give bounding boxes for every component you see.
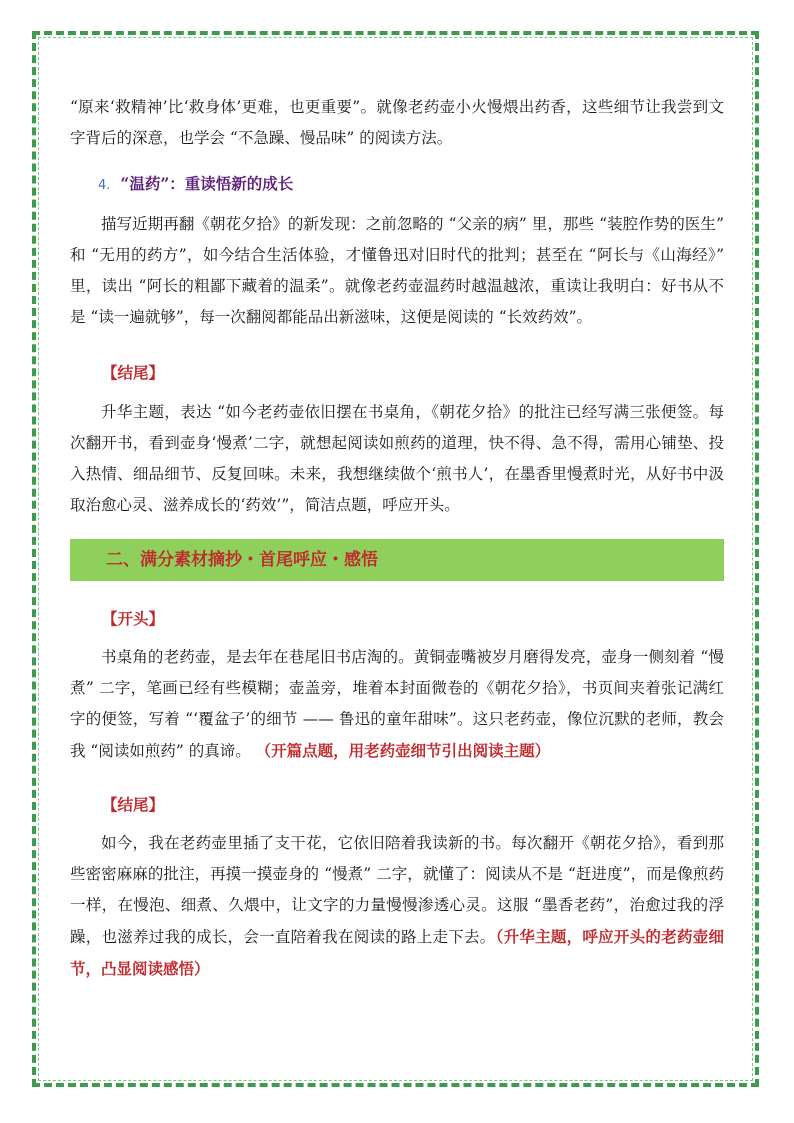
ending-excerpt-text: 如今，我在老药壶里插了支干花，它依旧陪着我读新的书。每次翻开《朝花夕拾》，看到那些密密麻麻的批注，再摸一摸壶身的 “慢煮” 二字，就懂了：阅读从不是 “赶进度”，而是像煎药一样，在慢泡、细煮、久煨中，让文字的力量慢慢渗透心灵。这服 “墨香老药”，治愈过我的浮躁，也滋养过我的成长，会一直陪着我在阅读的路上走下去。 bbox=[70, 834, 724, 946]
opening-excerpt-note: （开篇点题，用老药壶细节引出阅读主题） bbox=[255, 741, 551, 760]
section4-tail-paragraph: “原来‘救精神’比‘救身体’更难，也更重要”。就像老药壶小火慢煨出药香，这些细节让我尝到文字背后的深意，也学会 “不急躁、慢品味” 的阅读方法。 bbox=[70, 98, 724, 147]
ending-outline-tag: 【结尾】 bbox=[102, 363, 165, 382]
section-banner-title: 二、满分素材摘抄・首尾呼应・感悟 bbox=[106, 550, 378, 570]
list-item-title: “温药”：重读悟新的成长 bbox=[120, 174, 294, 193]
ending-excerpt-tag: 【结尾】 bbox=[102, 795, 165, 814]
opening-excerpt-text: 书桌角的老药壶，是去年在巷尾旧书店淘的。黄铜壶嘴被岁月磨得发亮，壶身一侧刻着 “慢煮” 二字，笔画已经有些模糊；壶盖旁，堆着本封面微卷的《朝花夕拾》，书页间夹着张记满红字的便签，写着 “‘覆盆子’的细节 —— 鲁迅的童年甜味”。这只老药壶，像位沉默的老师，教会我 “阅读如煎药” 的真谛。 bbox=[70, 648, 724, 760]
opening-excerpt-tag: 【开头】 bbox=[102, 609, 165, 628]
ending-outline-paragraph: 升华主题，表达 “如今老药壶依旧摆在书桌角，《朝花夕拾》的批注已经写满三张便签。每次翻开书，看到壶身‘慢煮’二字，就想起阅读如煎药的道理，快不得、急不得，需用心铺垫、投入热情、细品细节、反复回味。未来，我想继续做个‘煎书人’，在墨香里慢煮时光，从好书中汲取治愈心灵、滋养成长的‘药效’”，简洁点题，呼应开头。 bbox=[70, 403, 724, 514]
list-item-4-paragraph: 描写近期再翻《朝花夕拾》的新发现：之前忽略的 “父亲的病” 里，那些 “装腔作势的医生” 和 “无用的药方”，如今结合生活体验，才懂鲁迅对旧时代的批判；甚至在 “阿长与《山海经》” 里，读出 “阿长的粗鄙下藏着的温柔”。就像老药壶温药时越温越浓，重读让我明白：好书从不是 “读一遍就够”，每一次翻阅都能品出新滋味，这便是阅读的 “长效药效”。 bbox=[70, 215, 724, 326]
ending-excerpt-note: （升华主题，呼应开头的老药壶细节，凸显阅读感悟） bbox=[70, 927, 724, 978]
opening-excerpt-paragraph bbox=[70, 642, 724, 767]
list-number: 4. bbox=[98, 178, 111, 193]
ending-excerpt-paragraph bbox=[70, 828, 724, 985]
document-body bbox=[70, 92, 724, 985]
list-item-4-heading bbox=[70, 168, 724, 201]
section-banner bbox=[70, 539, 724, 581]
